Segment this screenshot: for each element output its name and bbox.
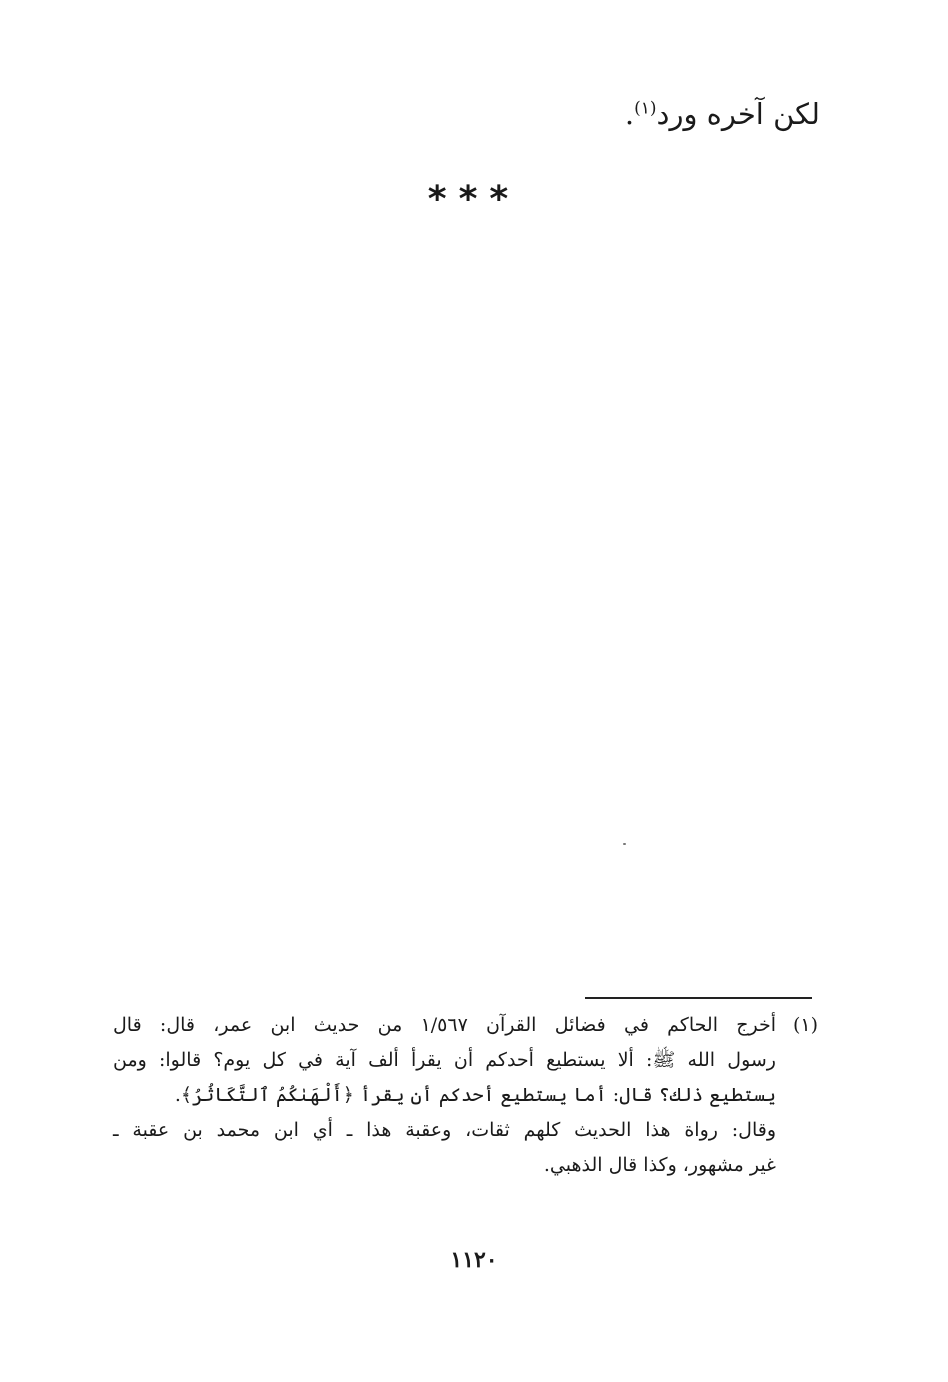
footnote-line-3: يستطيع ذلك؟ قال: أما يستطيع أحدكم أن يقرأ ﴿أَلْهَىٰكُمُ ٱلتَّكَاثُرُ﴾. [174,1084,776,1106]
scan-speck [623,843,626,845]
footnote-divider [585,997,812,999]
footnote-marker: (١) [792,1014,818,1036]
footnote [113,1008,818,1183]
footnote-reference: (١) [634,98,657,119]
footnote-line-1: أخرج الحاكم في فضائل القرآن ١/٥٦٧ من حديث ابن عمر، قال: قال [113,1014,776,1036]
main-text-line [120,94,820,134]
main-text-end: . [624,97,635,131]
footnote-line-2: رسول الله ﷺ: ألا يستطيع أحدكم أن يقرأ ألف آية في كل يوم؟ قالوا: ومن [113,1049,776,1071]
main-text-content: لكن آخره ورد [656,97,820,131]
page-number: ١١٢٠ [450,1247,498,1273]
footnote-line-5: غير مشهور، وكذا قال الذهبي. [543,1154,776,1176]
section-separator: *** [427,179,521,220]
footnote-line-4: وقال: رواة هذا الحديث كلهم ثقات، وعقبة هذا ـ أي ابن محمد بن عقبة ـ [113,1119,776,1141]
footnote-body [113,1008,776,1183]
